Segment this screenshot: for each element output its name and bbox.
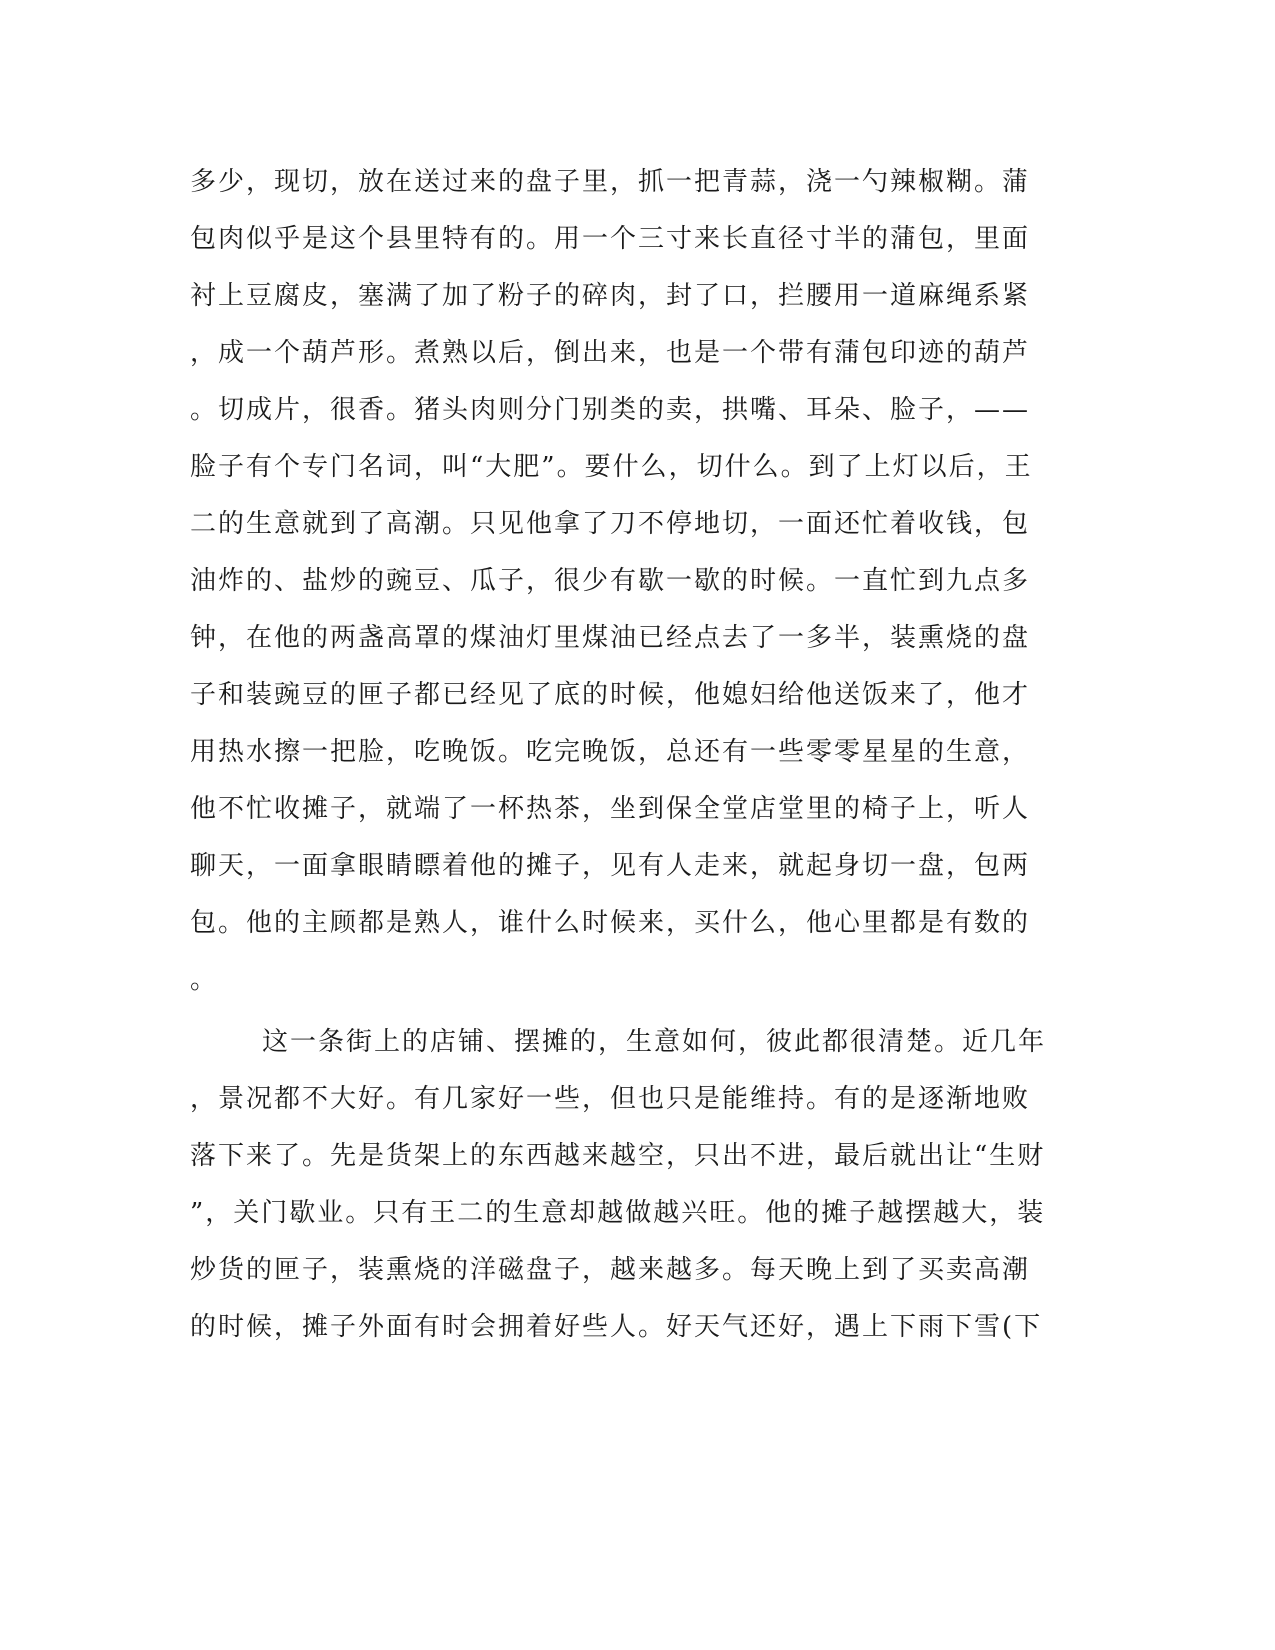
- text-line: 用热水擦一把脸，吃晚饭。吃完晚饭，总还有一些零零星星的生意，: [190, 737, 1031, 767]
- text-line: 包肉似乎是这个县里特有的。用一个三寸来长直径寸半的蒲包，里面: [190, 224, 1031, 254]
- paragraph-first-line: 这一条街上的店铺、摆摊的，生意如何，彼此都很清楚。近几年: [262, 1027, 1047, 1057]
- text-line: 子和装豌豆的匣子都已经见了底的时候，他媳妇给他送饭来了，他才: [190, 680, 1031, 710]
- text-line: 。: [190, 965, 219, 995]
- text-line: 的时候，摊子外面有时会拥着好些人。好天气还好，遇上下雨下雪(下: [190, 1312, 1043, 1342]
- text-line: 落下来了。先是货架上的东西越来越空，只出不进，最后就出让“生财: [190, 1141, 1046, 1171]
- text-line: 多少，现切，放在送过来的盘子里，抓一把青蒜，浇一勺辣椒糊。蒲: [190, 167, 1031, 197]
- text-line: ，景况都不大好。有几家好一些，但也只是能维持。有的是逐渐地败: [190, 1084, 1031, 1114]
- text-line: 油炸的、盐炒的豌豆、瓜子，很少有歇一歇的时候。一直忙到九点多: [190, 566, 1031, 596]
- text-line: 包。他的主顾都是熟人，谁什么时候来，买什么，他心里都是有数的: [190, 908, 1031, 938]
- text-line: 炒货的匣子，装熏烧的洋磁盘子，越来越多。每天晚上到了买卖高潮: [190, 1255, 1031, 1285]
- text-line: 聊天，一面拿眼睛瞟着他的摊子，见有人走来，就起身切一盘，包两: [190, 851, 1031, 881]
- text-line: ，成一个葫芦形。煮熟以后，倒出来，也是一个带有蒲包印迹的葫芦: [190, 338, 1031, 368]
- text-line: 他不忙收摊子，就端了一杯热茶，坐到保全堂店堂里的椅子上，听人: [190, 794, 1031, 824]
- text-line: 。切成片，很香。猪头肉则分门别类的卖，拱嘴、耳朵、脸子，——: [190, 395, 1031, 425]
- text-line: 衬上豆腐皮，塞满了加了粉子的碎肉，封了口，拦腰用一道麻绳系紧: [190, 281, 1031, 311]
- text-line: 二的生意就到了高潮。只见他拿了刀不停地切，一面还忙着收钱，包: [190, 509, 1031, 539]
- text-line: 钟，在他的两盏高罩的煤油灯里煤油已经点去了一多半，装熏烧的盘: [190, 623, 1031, 653]
- text-line: 脸子有个专门名词，叫“大肥”。要什么，切什么。到了上灯以后，王: [190, 452, 1033, 482]
- text-line: ”，关门歇业。只有王二的生意却越做越兴旺。他的摊子越摆越大，装: [190, 1198, 1046, 1228]
